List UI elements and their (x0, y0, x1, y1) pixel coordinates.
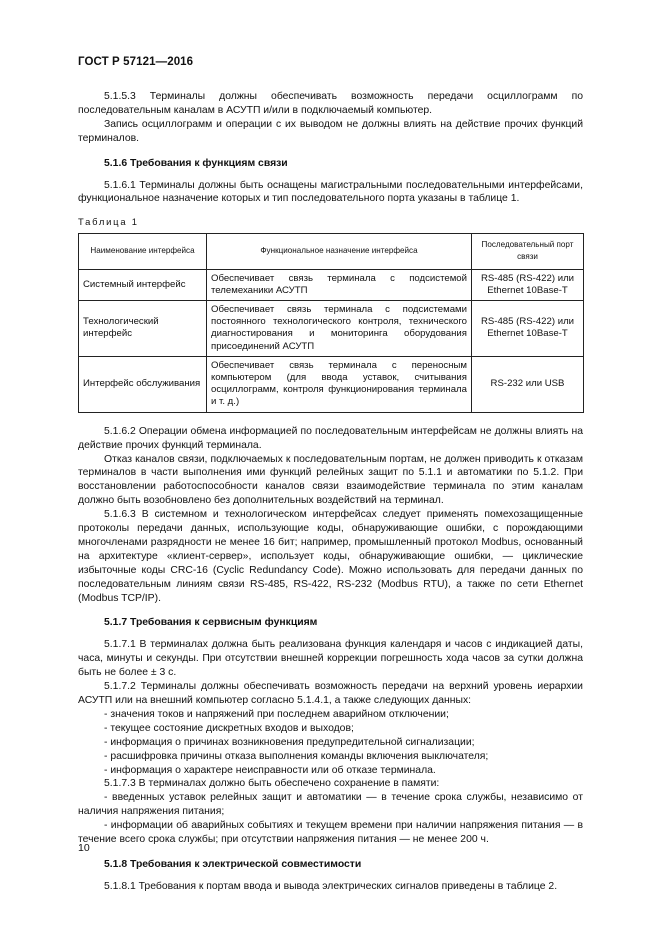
column-header-interface-name: Наименование интерфейса (79, 234, 207, 269)
list-item: - информация о причинах возникновения предупредительной сигнализации; (104, 736, 475, 748)
interface-purpose-cell: Обеспечивает связь терминала с подсистемами постоянного технологического контроля, технического диагностирования и мониторинга оборудования присоединений АСУТП (207, 301, 472, 357)
interface-name-cell: Технологический интерфейс (79, 301, 207, 357)
list-item: - введенных уставок релейных защит и автоматики — в течение срока службы, независимо от наличия напряжения питания; (78, 792, 583, 818)
list-item: - значения токов и напряжений при последнем аварийном отключении; (104, 708, 449, 720)
table-header-row (79, 234, 584, 269)
paragraph-5-1-6-1: 5.1.6.1 Терминалы должны быть оснащены магистральными последовательными интерфейсами, функциональное назначение которых и тип последовательного порта указаны в таблице 1. (78, 179, 583, 205)
table-1-caption: Таблица 1 (78, 216, 139, 228)
paragraph-5-1-6-2: 5.1.6.2 Операции обмена информацией по последовательным интерфейсам не должны влиять на действие прочих функций терминала. (78, 425, 583, 451)
interface-purpose-cell: Обеспечивает связь терминала с переносным компьютером (для ввода уставок, считывания осциллограмм, контроля функционирования терминала и т. д.) (207, 356, 472, 412)
paragraph-5-1-5-3: 5.1.5.3 Терминалы должны обеспечивать возможность передачи осциллограмм по последовательным каналам в АСУТП и/или в подключаемый компьютер. (78, 91, 583, 116)
interface-port-cell: RS-485 (RS-422) или Ethernet 10Base-T (472, 269, 584, 300)
page-body (78, 90, 583, 894)
paragraph-channel-failure: Отказ каналов связи, подключаемых к последовательным портам, не должен приводить к отказам терминалов в части выполнения ими функций релейных защит по 5.1.1 и автоматики по 5.1.2. При восстановлении работоспособности каналов связи взаимодействие терминала по этим каналам должно быть возобновлено без дополнительных воздействий на терминал. (78, 453, 583, 507)
table-row (79, 269, 584, 300)
interface-name-cell: Системный интерфейс (79, 269, 207, 300)
table-row (79, 356, 584, 412)
list-item: - расшифровка причины отказа выполнения команды включения выключателя; (104, 750, 489, 762)
list-item: - информация о характере неисправности или об отказе терминала. (104, 764, 436, 776)
section-heading-5-1-6: 5.1.6 Требования к функциям связи (104, 157, 288, 169)
interface-purpose-cell: Обеспечивает связь терминала с подсистемой телемеханики АСУТП (207, 269, 472, 300)
paragraph-5-1-6-3: 5.1.6.3 В системном и технологическом интерфейсах следует применять помехозащищенные протоколы передачи данных, использующие коды, обнаруживающие ошибки, с порождающими многочленами разрядности не менее 16 бит; например, промышленный протокол Modbus, основанный на архитектуре «клиент-сервер», использует коды, обнаруживающие ошибки, — циклические избыточные коды CRC-16 (Cyclic Redundancy Code). Можно использовать для передачи данных по последовательным линиям связи RS-485, RS-422, RS-232 (Modbus RTU), а также по сети Ethernet (Modbus TCP/IP). (78, 509, 583, 604)
paragraph-5-1-7-2: 5.1.7.2 Терминалы должны обеспечивать возможность передачи на верхний уровень иерархии АСУТП или на внешний компьютер согласно 5.1.4.1, а также следующих данных: (78, 681, 583, 706)
paragraph-5-1-8-1: 5.1.8.1 Требования к портам ввода и вывода электрических сигналов приведены в таблице 2. (104, 880, 558, 892)
interfaces-table (78, 233, 584, 412)
interface-port-cell: RS-232 или USB (472, 356, 584, 412)
paragraph-oscillogram-recording: Запись осциллограмм и операции с их выводом не должны влиять на действие прочих функций терминалов. (78, 118, 583, 144)
table-row (79, 301, 584, 357)
interface-port-cell: RS-485 (RS-422) или Ethernet 10Base-T (472, 301, 584, 357)
list-item: - информации об аварийных событиях и текущем времени при наличии напряжения питания — в течение всего срока службы; при отсутствии напряжения питания — не менее 200 ч. (78, 820, 583, 846)
paragraph-5-1-7-1: 5.1.7.1 В терминалах должна быть реализована функция календаря и часов с индикацией даты, часа, минуты и секунды. При отсутствии внешней коррекции погрешность хода часов за сутки должна быть не более ± 3 с. (78, 639, 583, 679)
section-heading-5-1-8: 5.1.8 Требования к электрической совместимости (104, 858, 362, 870)
page-number: 10 (78, 842, 90, 854)
list-item: - текущее состояние дискретных входов и выходов; (104, 722, 354, 734)
interface-name-cell: Интерфейс обслуживания (79, 356, 207, 412)
section-heading-5-1-7: 5.1.7 Требования к сервисным функциям (104, 617, 318, 629)
column-header-serial-port: Последовательный порт связи (472, 234, 584, 269)
paragraph-5-1-7-3: 5.1.7.3 В терминалах должно быть обеспечено сохранение в памяти: (104, 778, 440, 790)
column-header-function: Функциональное назначение интерфейса (207, 234, 472, 269)
document-header: ГОСТ Р 57121—2016 (78, 56, 194, 68)
